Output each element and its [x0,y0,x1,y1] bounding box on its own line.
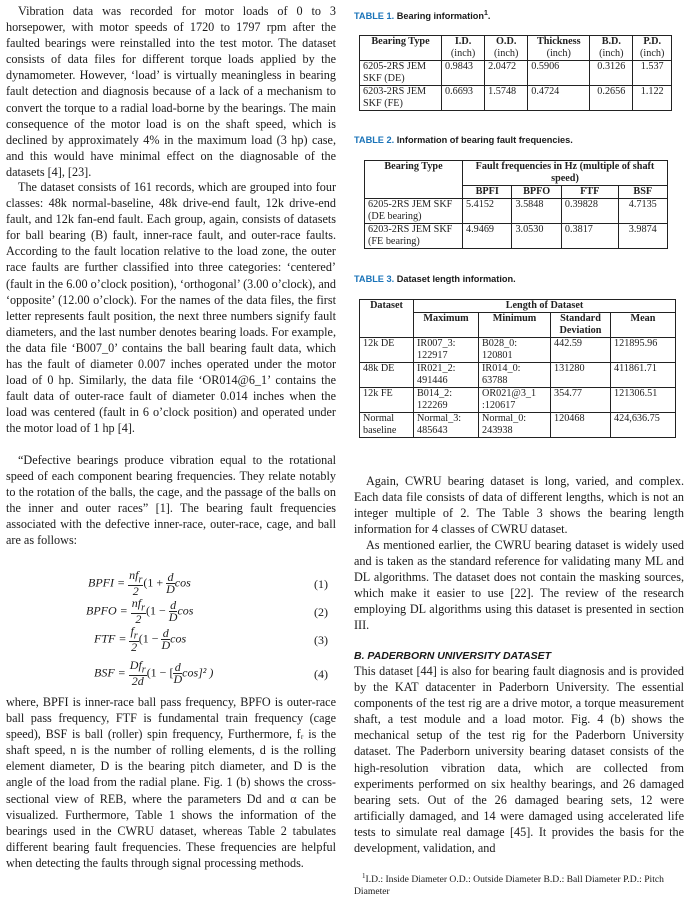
equation-ftf: FTF = $\frac{f_r}{2}$ (1 − $\frac{d}{D}$ cos (3) [94,624,328,655]
section-heading-paderborn: B. PADERBORN UNIVERSITY DATASET [354,650,551,662]
paragraph-definitions: where, BPFI is inner-race ball pass frequency, BPFO is outer-race ball pass frequency, FTF is fundamental train frequency (cage speed), BSF is ball (roller) spin frequency, Furthermore, fᵣ is the shaft speed, n is the number of rolling elements, d is the rolling element diameter, D is the bearing pitch diameter, and D is the angle of the load from the radial plane. Fig. 1 (b) shows the cross-sectional view of REB, where the parameters Dd and α can be visualized. Furthermore, Table 1 shows the information of the bearings used in the CWRU dataset, whereas Table 2 tabulates different bearing fault frequencies. These frequencies are helpful when detecting the faults through signal processing methods. [6,695,336,870]
table3-caption [354,271,516,287]
equation-number: (2) [314,605,328,619]
eq-lhs: BPFO [86,603,117,618]
equation-bpfo: BPFO = $\frac{nf_r}{2}$ (1 − $\frac{d}{D}$ cos (2) [86,596,328,627]
paragraph-load: Vibration data was recorded for motor loads of 0 to 3 horsepower, with motor speeds of 1720 to 1797 rpm after the faulted bearings were reinstalled into the test motor. The dataset consists of data files for different torque loads applied by the dynamometer. However, ‘load’ is virtually meaningless in bearing fault detection and diagnosis because of a lack of a mechanism to convert the torque to a radial load-borne by the bearings. The main consequence of the motor load is on the shaft speed, which is declined by approximately 4% in the maximum load (3 hp) case, and this would have minimal effect on the diagnosable of the datasets [4], [23]. [6,4,336,179]
table1-title: Bearing information [396,11,485,22]
table-row: 6205-2RS JEM SKF (DE) 0.9843 2.0472 0.5906 0.3126 1.537 [360,61,672,86]
equation-bpfi: BPFI = $\frac{nf_r}{2}$ (1 + $\frac{d}{D}$ cos (1) [88,568,328,599]
paragraph-defective-bearings: “Defective bearings produce vibration equal to the rotational speed of each component bearing frequencies. They relate notably to the rotation of the balls, the cage, and the passage of the balls on the inner and outer races” [1]. The bearing fault frequencies associated with the defective inner-race, outer-race, cage, and ball are as follows: [6,453,336,548]
equation-bsf: BSF = $\frac{Df_r}{2d}$ (1 − [ $\frac{d}{D}$ cos]² ) (4) [94,658,328,689]
eq-coef-frac: $\frac{f_r}{2}$ [130,624,138,655]
equation-number: (3) [314,633,328,647]
table2-caption [354,132,573,148]
eq-ratio-frac: $\frac{d}{D}$ [173,660,183,687]
eq-lhs: BPFI [88,575,114,590]
eq-ratio-frac: $\frac{d}{D}$ [166,570,175,597]
table3-label: TABLE 3. [354,274,395,284]
table2-fault-frequencies [364,160,668,249]
table-header-row: Bearing Type Fault frequencies in Hz (multiple of shaft speed) [365,161,668,186]
table1-caption: TABLE 1. Bearing information$^1$. [354,10,491,22]
paragraph-cwru-length: Again, CWRU bearing dataset is long, varied, and complex. Each data file consists of data of different lengths, which is not an integer multiple of 2. The Table 3 shows the bearing length information for 4 classes of CWRU dataset. [354,474,684,537]
table-header-row: Bearing Type I.D. (inch) O.D. (inch) Thickness (inch) B.D. (inch) P.D. (inch) [360,36,672,61]
footnote: $^1$I.D.: Inside Diameter O.D.: Outside Diameter B.D.: Ball Diameter P.D.: Pitch Diameter [354,872,664,898]
table-subheader-row: BPFI BPFO FTF BSF [365,186,668,199]
table3-dataset-length [359,299,676,438]
table3-title: Dataset length information. [396,274,516,284]
equation-number: (1) [314,577,328,591]
table-row: 6203-2RS JEM SKF (FE) 0.6693 1.5748 0.4724 0.2656 1.122 [360,86,672,111]
table-row: 6205-2RS JEM SKF (DE bearing) 5.4152 3.5848 0.39828 4.7135 [365,199,668,224]
paragraph-dataset-classes: The dataset consists of 161 records, which are grouped into four classes: 48k normal-baseline, 48k drive-end fault, 12k drive-end fault, and 12k fan-end fault. Each group, again, consists of datasets for ball bearing (B) fault, inner-race fault, and outer-race faults. According to the fault location relative to the load zone, the outer race faults are further classified into three categories: ‘centered’ (fault in the 6.00 o’clock position), ‘orthogonal’ (3.00 o’clock), and ‘opposite’ (12.00 o’clock). For the names of the data files, the first letter represents fault position, the next three numbers signify fault diameters, and the last number denotes bearing loads. For example, the data file ‘B007_0’ contains the ball bearing fault data, which has the fault of diameter 0.007 inches operated under the motor load of 0 hp. Similarly, the data file ‘OR014@6_1’ contains the fault data of outer-race fault of diameter 0.014 inches when the load was centered (fault in 6 o’clock position) and operated under the motor load of 1 hp [4]. [6,180,336,436]
eq-coef-frac: $\frac{nf_r}{2}$ [129,568,143,599]
table-subheader-row: Maximum Minimum Standard Deviation Mean [360,313,676,338]
table2-label: TABLE 2. [354,135,395,145]
table-row: 12k FE B014_2: 122269 OR021@3_1 :120617 354.77 121306.51 [360,388,676,413]
table1-bearing-info [359,35,672,111]
table1-label: TABLE 1. [354,11,395,22]
table2-title: Information of bearing fault frequencies. [396,135,573,145]
table-row: 6203-2RS JEM SKF (FE bearing) 4.9469 3.0530 0.3817 3.9874 [365,224,668,249]
eq-ratio-frac: $\frac{d}{D}$ [161,626,171,653]
table-row: Normal baseline Normal_3: 485643 Normal_0: 243938 120468 424,636.75 [360,413,676,438]
table-row: 12k DE IR007_3: 122917 B028_0: 120801 442.59 121895.96 [360,338,676,363]
table-row: 48k DE IR021_2: 491446 IR014_0: 63788 131280 411861.71 [360,363,676,388]
eq-ratio-frac: $\frac{d}{D}$ [168,598,178,625]
eq-lhs: FTF [94,631,116,646]
table-header-row: Dataset Length of Dataset [360,300,676,313]
paragraph-paderborn: This dataset [44] is also for bearing fault diagnosis and is provided by the KAT datacenter in Paderborn University. The essential components of the test rig are a drive motor, a torque measurement shaft, a test module and a load motor. Fig. 4 (b) shows the mechanical setup of the test rig for the Paderborn University dataset. The Paderborn university bearing dataset consists of the high-resolution vibration data, which are collected from experiments performed on six healthy bearings, and 26 damaged bearing sets. Out of the 26 damaged bearing sets, 12 were artificially damaged, and 14 were damaged using accelerated life tests to simulate real damage [45]. It provides the basis for the development, validation, and [354,664,684,856]
equation-number: (4) [314,667,328,681]
paragraph-cwru-reference: As mentioned earlier, the CWRU bearing dataset is widely used and is taken as the standard reference for validating many ML and DL algorithms. The dataset does not contain the masking sources, which make it easier to use [22]. The review of the research employing DL algorithms using this dataset is presented in section III. [354,538,684,633]
eq-coef-frac: $\frac{nf_r}{2}$ [131,596,146,627]
eq-lhs: BSF [94,665,115,680]
eq-coef-frac: $\frac{Df_r}{2d}$ [129,658,146,689]
